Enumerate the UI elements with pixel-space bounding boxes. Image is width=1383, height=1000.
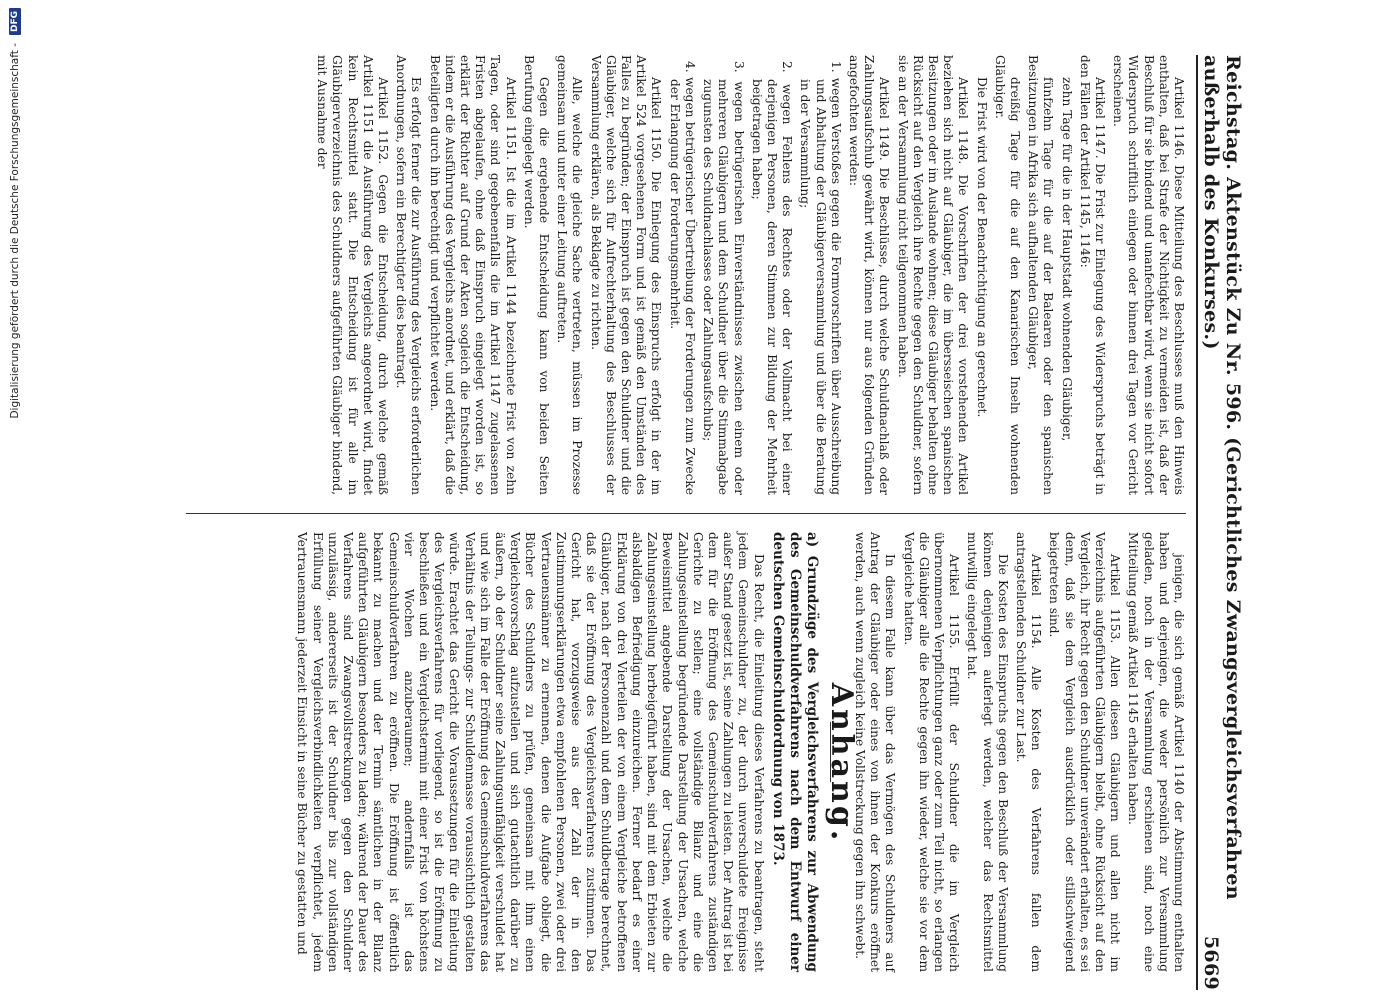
paragraph: Gegen die ergehende Entscheidung kann von beiden Seiten Berufung eingelegt werden.	[521, 55, 552, 495]
paragraph: Artikel 1148. Die Vorschriften der drei vorstehenden Artikel beziehen sich nicht auf Gläubiger, die im übersseischen spanischen Besitzungen oder im Auslande wohnen; diese Gläubiger behalten ohne Rücksicht auf den Vergleich ihre Rechte gegen den Schuldner, sofern sie an der Versammlung nicht teilgenommen haben.	[895, 55, 971, 495]
running-title: Reichstag. Aktenstück Zu Nr. 596. (Gerichtliches Zwangsvergleichsverfahren außerhalb des Konkurses.)	[1200, 55, 1244, 900]
right-column-top	[852, 532, 1186, 972]
footer-text: Digitalisierung gefördert durch die Deutsche Forschungsgemeinschaft -	[9, 43, 21, 419]
paragraph: 3. wegen betrügerischen Einverständnisses zwischen einem oder mehreren Gläubigern und dem Schuldner über die Stimmabgabe zugunsten des Schuldnachlasses oder Zahlungsaufschubs;	[701, 61, 746, 495]
right-column-bottom	[294, 532, 765, 972]
paragraph: Die Kosten des Einspruchs gegen den Beschluß der Versammlung können denjenigen auferlegt werden, welcher das Rechtsmittel mutwillig eingelegt hat.	[965, 532, 1010, 972]
paragraph: Artikel 1146. Diese Mitteilung des Beschlusses muß den Hinweis enthalten, daß bei Strafe der Nichtigkeit zu vermeiden ist, daß der Beschluß für sie bindend und unanfechtbar wird, wenn sie nicht sofort Widerspruch schriftlich einlegen oder binnen drei Tagen vor Gericht erscheinen.	[1111, 55, 1186, 495]
column-divider	[186, 513, 1186, 514]
paragraph: Artikel 1154. Alle Kosten des Verfahrens fallen dem antragstellenden Schuldner zur Last.	[1013, 532, 1044, 972]
paragraph: Die Frist wird von der Benachrichtigung an gerechnet.	[974, 77, 989, 418]
right-column	[291, 532, 1186, 972]
appendix-heading: Anhang.	[823, 682, 859, 844]
paragraph: Artikel 1152. Gegen die Entscheidung, durch welche gemäß Artikel 1151 die Ausführung des Vergleichs angeordnet wird, findet kein Rechtsmittel statt. Die Entscheidung ist für alle im Gläubigerverzeichnis des Schuldners aufgeführten Gläubiger bindend, mit Ausnahme der	[315, 55, 391, 495]
paragraph: 4. wegen betrügerischer Übertreibung der Forderungen zum Zwecke der Erlangung der Forderungsmehrheit.	[667, 61, 697, 495]
paragraph: Alle, welche die gleiche Sache vertreten, müssen im Prozesse gemeinsam und unter einer Leitung auftreten.	[555, 55, 585, 495]
paragraph: Artikel 1155. Erfüllt der Schuldner die im Vergleich übernommenen Verpflichtungen ganz oder zum Teil nicht, so erlangen die Gläubiger alle die Rechte gegen ihn wieder, welche sie vor dem Vergleiche hatten.	[901, 532, 962, 972]
appendix-subheading: a) Grundzüge des Vergleichsverfahrens zur Abwendung des Gemeinschuldverfahrens nach dem Entwurf einer deutschen Gemeinschuldordnung von 1873.	[769, 532, 820, 972]
paragraph: Es erfolgt ferner die zur Ausführung des Vergleichs erforderlichen Anordnungen, sofern ein Berechtigter dies beantragt.	[394, 55, 424, 495]
page-header	[1196, 55, 1244, 990]
paragraph: dreißig Tage für die auf den Kanarischen Inseln wohnenden Gläubiger.	[992, 55, 1022, 495]
paragraph: Artikel 1147. Die Frist zur Einlegung des Widerspruchs beträgt in den Fällen der Artikel 1145, 1146:	[1077, 55, 1107, 495]
paragraph: Artikel 1149. Die Beschlüsse, durch welche Schuldnachlaß oder Zahlungsaufschub gewährt wird, können nur aus folgenden Gründen angefochten werden:	[846, 55, 892, 495]
paragraph: Das Recht, die Einleitung dieses Verfahrens zu beantragen, steht jedem Gemeinschuldner zu, der durch unverschuldete Ereignisse außer Stand gesetzt ist, seine Zahlungen zu leisten. Der Antrag ist bei dem für die Eröffnung des Gemeinschuldverfahrens zuständigen Gerichte zu stellen; eine vollständige Bilanz und eine die Zahlungseinstellung begründende Darstellung der Ursachen, welche Beweismittel angebende Darstellung der Ursachen, welche die Zahlungseinstellung herbeigeführt haben, sind mit dem Erbieten zur alsbaldigen Befriedigung einzureichen. Ferner bedarf es einer Erklärung von drei Vierteilen der von einem Vergleiche betroffenen Gläubiger, nach der Personenzahl und dem Schuldbetrage berechnet, daß sie der Eröffnung des Vergleichsverfahrens zustimmen. Das Gericht hat, vorzugsweise aus der Zahl der in den Zustimmungserklärungen etwa empfohlenen Personen, zwei oder drei Vertrauensmänner zu ernennen, denen die Aufgabe obliegt, die Bücher des Schuldners zu prüfen, gemeinsam mit ihm einen Vergleichsvorschlag aufzustellen und sich gutachtlich darüber zu äußern, ob der Schuldner seine Zahlungsunfähigkeit verschuldet hat und wie sich im Falle der Eröffnung des Gemeinschuldverfahrens das Verhältnis der Teilungs- zur Schuldenmasse voraussichtlich gestalten würde. Erachtet das Gericht die Voraussetzungen für die Einleitung des Vergleichsverfahrens für vorliegend, so ist die Eröffnung zu beschließen und ein Vergleichstermin mit einer Frist von höchstens vier Wochen anzuberaumen; andernfalls ist das Gemeinschuldverfahren zu eröffnen. Die Eröffnung ist öffentlich bekannt zu machen und der Termin sämtlichen in der Bilanz aufgeführten Gläubigern besonders zu laden; während der Dauer des Verfahrens sind Zwangsvollstreckungen gegen den Schuldner unzulässig, andererseits ist der Schuldner bis zur vollständigen Erfüllung seiner Vergleichsverbindlichkeiten verpflichtet, jedem Vertrauensmann jederzeit Einsicht in seine Bücher zu gestatten und	[295, 532, 766, 972]
paragraph: In diesem Falle kann über das Vermögen des Schuldners auf Antrag der Gläubiger oder eines von ihnen der Konkurs eröffnet werden, auch wenn zugleich keine Vollstreckung gegen ihn schwebt.	[852, 532, 898, 972]
footer-credit	[4, 0, 26, 998]
page-number: 5669	[1200, 935, 1222, 990]
paragraph: Artikel 1153. Allen diesen Gläubigern und allen nicht im Verzeichnis aufgeführten Gläubigern bleibt, ohne Rücksicht auf den Vergleich, ihr Recht gegen den Schuldner unverändert erhalten, es sei denn, daß sie dem Vergleich ausdrücklich oder stillschweigend beigetreten sind.	[1047, 532, 1123, 972]
paragraph: 2. wegen Fehlens des Rechtes oder der Vollmacht bei einer derjenigen Personen, deren Stimmen zur Bildung der Mehrheit beigetragen haben;	[749, 61, 795, 495]
left-column	[311, 55, 1186, 495]
paragraph: Artikel 1151. Ist die im Artikel 1144 bezeichnete Frist von zehn Tagen, oder sind gegebenenfalls die im Artikel 1147 zugelassenen Fristen abgelaufen, ohne daß Einspruch eingelegt worden ist, so erklärt der Richter auf Grund der Akten sogleich die Entscheidung, indem er die Ausführung des Vergleichs anordnet, und erklärt, daß die Beteiligten durch ihn berechtigt und verpflichtet werden.	[427, 55, 518, 495]
dfg-logo: DFG	[9, 8, 21, 35]
paragraph: fünfzehn Tage für die auf der Balearen oder den spanischen Besitzungen in Afrika sich aufhaltenden Gläubiger,	[1026, 55, 1056, 495]
rotated-page	[190, 55, 1244, 990]
paragraph: zehn Tage für die in der Hauptstadt wohnenden Gläubiger,	[1059, 77, 1074, 442]
paragraph: Artikel 1150. Die Einlegung des Einspruchs erfolgt in der im Artikel 524 vorgesehenen Form und ist gemäß den Umständen des Falles zu begründen; der Einspruch ist gegen den Schuldner und die Gläubiger, welche sich für Aufrechterhaltung des Beschlusses der Versammlung erklären, als Beklagte zu richten.	[588, 55, 664, 495]
paragraph: jenigen, die sich gemäß Artikel 1140 der Abstimmung enthalten haben und derjenigen, die weder persönlich zur Versammlung geladen, noch in der Versammlung erschienen sind, noch eine Mitteilung gemäß Artikel 1145 erhalten haben.	[1126, 532, 1186, 972]
paragraph: 1. wegen Verstoßes gegen die Formvorschriften über Ausschreibung und Abhaltung der Gläubigerversammlung und über die Beratung in der Versammlung;	[798, 61, 843, 495]
